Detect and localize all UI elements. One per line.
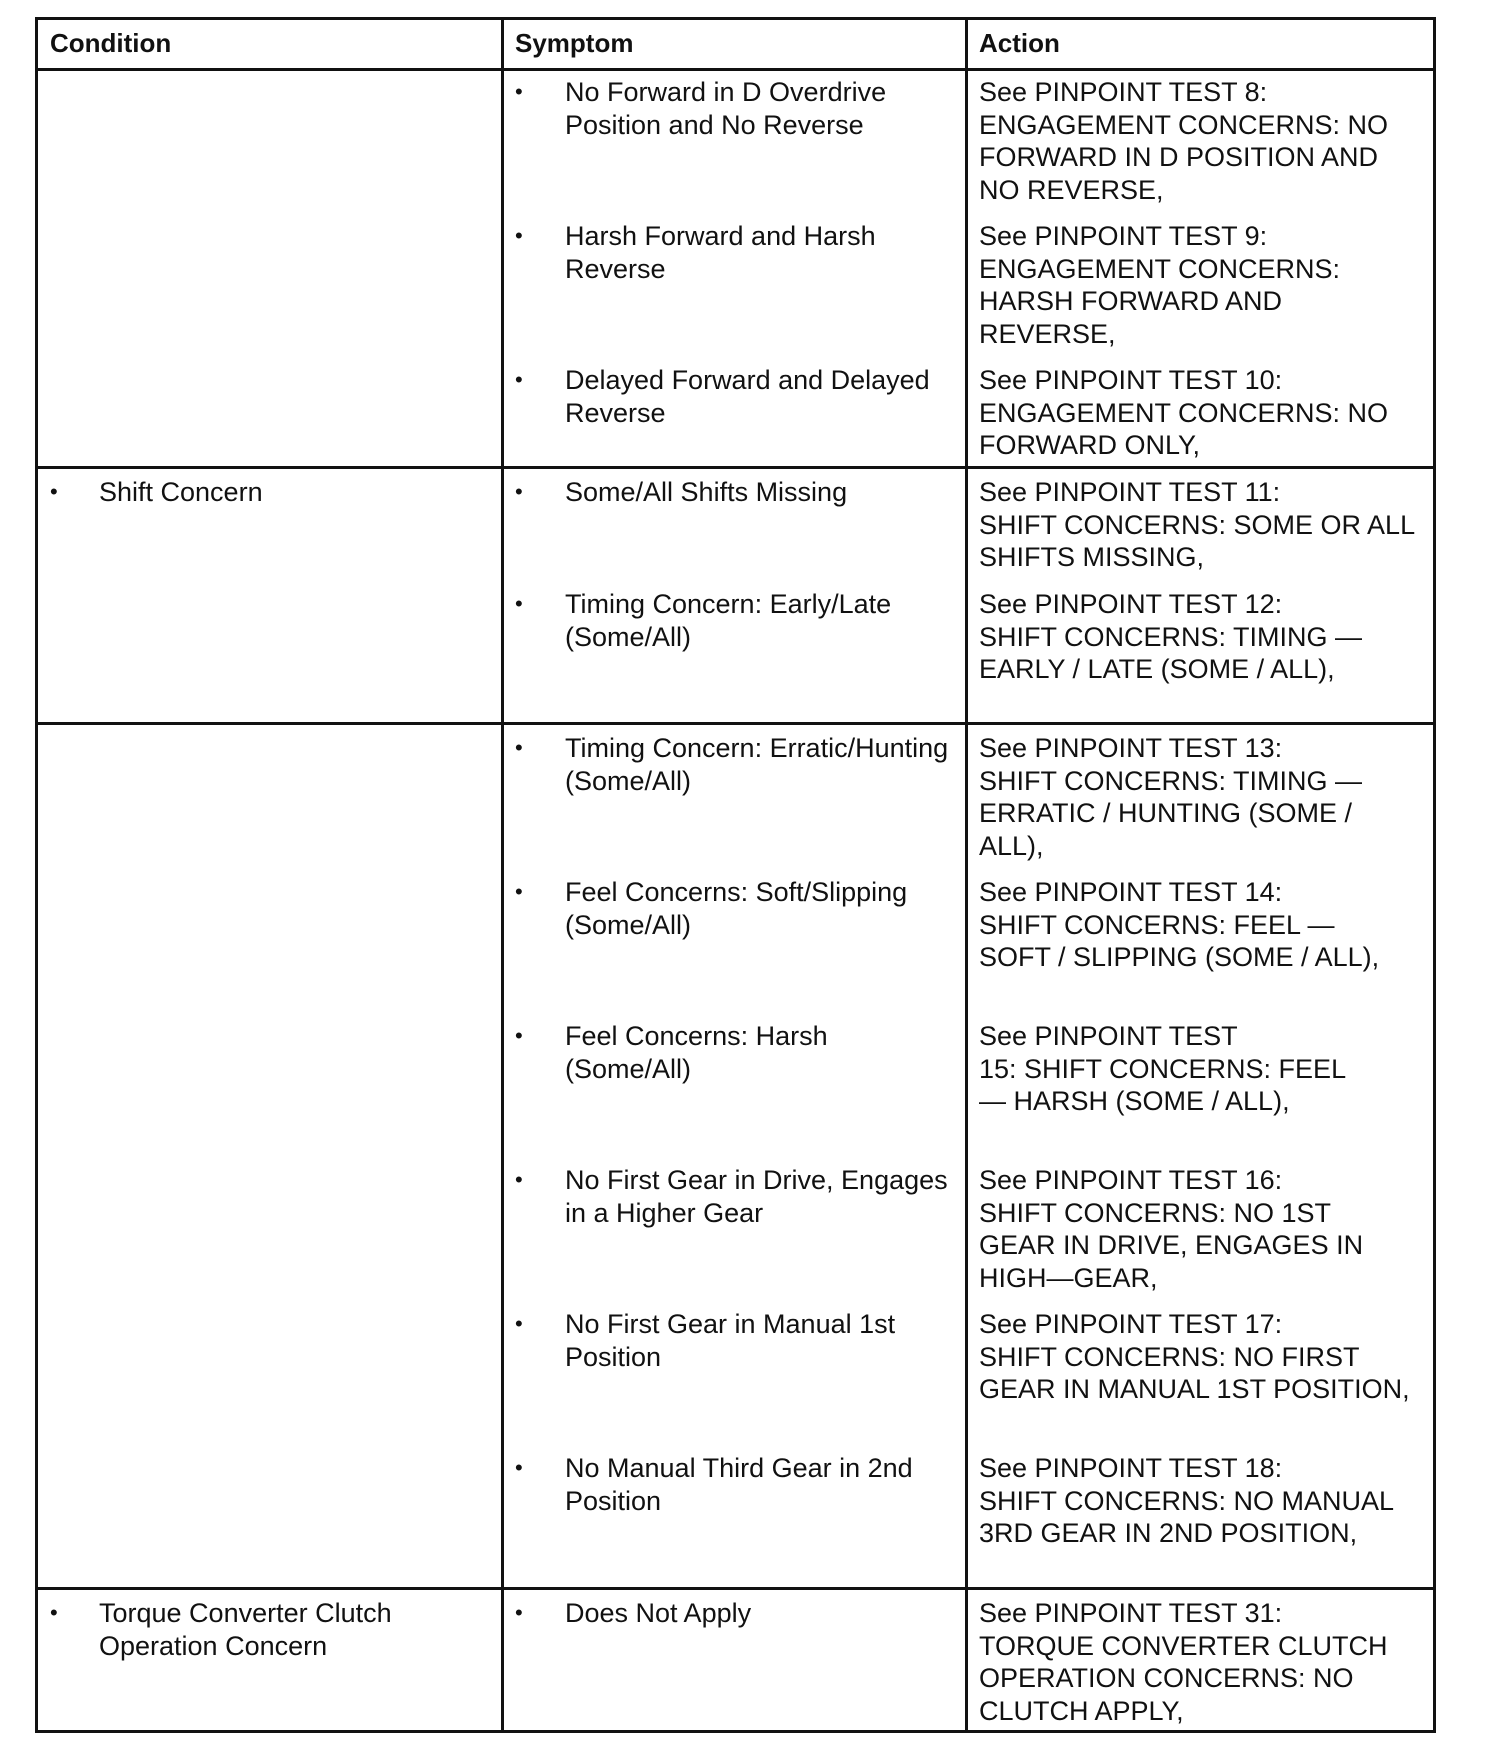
row-divider	[38, 466, 1433, 469]
bullet-icon: •	[515, 879, 523, 904]
symptom-cell: Some/All Shifts Missing	[565, 477, 848, 507]
bullet-icon: •	[50, 479, 58, 504]
action-cell: See PINPOINT TEST 15: SHIFT CONCERNS: FEEL — HARSH (SOME / ALL),	[979, 1021, 1347, 1116]
action-cell: See PINPOINT TEST 16: SHIFT CONCERNS: NO 1ST GEAR IN DRIVE, ENGAGES IN HIGH—GEAR,	[979, 1165, 1364, 1293]
header-condition: Condition	[50, 28, 172, 58]
header-symptom: Symptom	[515, 28, 634, 58]
symptom-cell: Harsh Forward and Harsh Reverse	[565, 221, 876, 284]
symptom-cell: Feel Concerns: Harsh (Some/All)	[565, 1021, 828, 1084]
symptom-cell: Timing Concern: Erratic/Hunting (Some/All)	[565, 733, 949, 796]
action-cell: See PINPOINT TEST 13: SHIFT CONCERNS: TIMING — ERRATIC / HUNTING (SOME / ALL),	[979, 733, 1363, 861]
action-cell: See PINPOINT TEST 8: ENGAGEMENT CONCERNS: NO FORWARD IN D POSITION AND NO REVERSE,	[979, 77, 1389, 205]
action-cell: See PINPOINT TEST 12: SHIFT CONCERNS: TIMING — EARLY / LATE (SOME / ALL),	[979, 589, 1363, 684]
symptom-cell: Feel Concerns: Soft/Slipping (Some/All)	[565, 877, 908, 940]
action-cell: See PINPOINT TEST 9: ENGAGEMENT CONCERNS: HARSH FORWARD AND REVERSE,	[979, 221, 1341, 349]
symptom-cell: No Manual Third Gear in 2nd Position	[565, 1453, 913, 1516]
symptom-cell: No First Gear in Manual 1st Position	[565, 1309, 896, 1372]
symptom-cell: No First Gear in Drive, Engages in a Higher Gear	[565, 1165, 948, 1228]
bullet-icon: •	[515, 591, 523, 616]
action-cell: See PINPOINT TEST 18: SHIFT CONCERNS: NO MANUAL 3RD GEAR IN 2ND POSITION,	[979, 1453, 1395, 1548]
condition-cell: Torque Converter Clutch Operation Concern	[99, 1598, 392, 1661]
row-divider	[38, 1587, 1433, 1590]
column-divider	[501, 20, 504, 1730]
action-cell: See PINPOINT TEST 11: SHIFT CONCERNS: SOME OR ALL SHIFTS MISSING,	[979, 477, 1416, 572]
symptom-cell: Does Not Apply	[565, 1598, 752, 1628]
column-divider	[965, 20, 968, 1730]
header-divider	[38, 68, 1433, 71]
bullet-icon: •	[515, 367, 523, 392]
symptom-cell: Delayed Forward and Delayed Reverse	[565, 365, 930, 428]
bullet-icon: •	[515, 735, 523, 760]
action-cell: See PINPOINT TEST 14: SHIFT CONCERNS: FEEL — SOFT / SLIPPING (SOME / ALL),	[979, 877, 1380, 972]
row-divider	[38, 722, 1433, 725]
action-cell: See PINPOINT TEST 17: SHIFT CONCERNS: NO FIRST GEAR IN MANUAL 1ST POSITION,	[979, 1309, 1410, 1404]
condition-cell: Shift Concern	[99, 477, 263, 507]
bullet-icon: •	[515, 223, 523, 248]
symptom-cell: No Forward in D Overdrive Position and No Reverse	[565, 77, 887, 140]
bullet-icon: •	[50, 1600, 58, 1625]
bullet-icon: •	[515, 1167, 523, 1192]
bullet-icon: •	[515, 1023, 523, 1048]
bullet-icon: •	[515, 479, 523, 504]
action-cell: See PINPOINT TEST 31: TORQUE CONVERTER CLUTCH OPERATION CONCERNS: NO CLUTCH APPLY,	[979, 1598, 1388, 1726]
bullet-icon: •	[515, 1311, 523, 1336]
bullet-icon: •	[515, 1600, 523, 1625]
header-action: Action	[979, 28, 1060, 58]
bullet-icon: •	[515, 79, 523, 104]
action-cell: See PINPOINT TEST 10: ENGAGEMENT CONCERNS: NO FORWARD ONLY,	[979, 365, 1389, 460]
diagnosis-table	[35, 17, 1436, 1733]
symptom-cell: Timing Concern: Early/Late (Some/All)	[565, 589, 892, 652]
bullet-icon: •	[515, 1455, 523, 1480]
